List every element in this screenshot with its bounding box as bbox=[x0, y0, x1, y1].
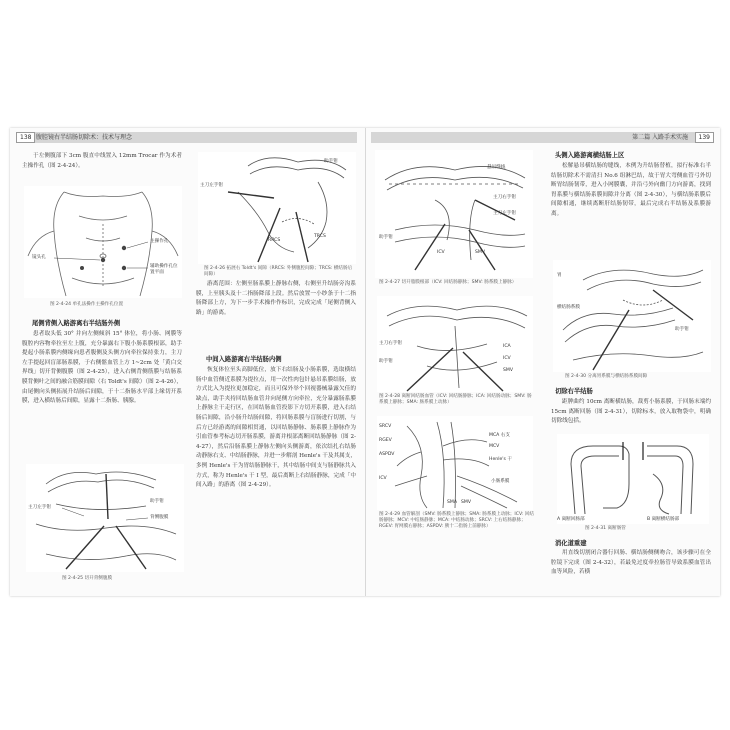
figure-2-4-31 bbox=[557, 434, 709, 524]
label-27-b: 主刀右手钳 bbox=[493, 195, 516, 200]
right-page-number: 139 bbox=[695, 132, 714, 143]
label-28-e: SMV bbox=[503, 368, 514, 373]
book-spread bbox=[10, 128, 720, 596]
caption-2-4-31: 图 2-4-31 离断肠管 bbox=[585, 526, 626, 531]
figure-2-4-27 bbox=[375, 150, 533, 278]
label-main-port: 主操作孔 bbox=[150, 239, 169, 244]
left-header-bar bbox=[16, 132, 357, 143]
label-29-rgev: RGEV bbox=[379, 438, 392, 443]
section3-text bbox=[551, 162, 711, 220]
caption-2-4-29: 图 2-4-29 血管解剖（SMV: 肠系膜上静脉；SMA: 肠系膜上动脉；ICV: 回结肠静脉；MCV: 中结肠静脉；MCA: 中结肠动脉；SRCV: 上右结肠静脉；RGEV: 胃网膜右静脉；ASPDV: 胰十二指肠上前静脉） bbox=[379, 512, 534, 530]
gastric-mesentery-illustration bbox=[553, 260, 711, 372]
label-31-a: A 离断回肠部 bbox=[557, 517, 585, 522]
section1-title: 尾侧背侧入路游离右半结肠外侧 bbox=[32, 320, 121, 327]
label-26-main: 主刀左手钳 bbox=[200, 183, 223, 188]
section1-paragraph: 患者取头低 30° 并向左侧倾斜 15° 体位，将小肠、网膜等腹腔内容物牵拉至左上腹，充分暴露右下腹小肠系膜根部，助手提起小肠系膜内侧缘向患者腹侧及头侧方向牵拉保持张力，主刀左手提起回盲部肠系膜，于右侧髂血管上方 1~2cm 处「黄白交界线」切开背侧腹膜（图 2-4-25），进入右侧背侧筋膜与结肠系膜背侧叶之间的融合筋膜间隙（右 Toldt's 间隙）（图 2-4-26），由尾侧向头侧拓展升结肠后间隙，于十二指肠水平部上缘切开系膜，进入横结肠后间隙，显露十二指肠、胰腺。 bbox=[22, 331, 182, 405]
left-header-title: 腹腔镜右半结肠切除术：技术与理念 bbox=[36, 134, 133, 141]
right-header-bar bbox=[371, 132, 714, 143]
label-30-c: 助手钳 bbox=[675, 327, 689, 332]
figure-2-4-30 bbox=[553, 260, 711, 372]
figure-2-4-26 bbox=[198, 152, 356, 264]
right-page bbox=[365, 128, 720, 596]
label-27-e: ICV bbox=[437, 250, 445, 255]
label-29-aspdv: ASPDV bbox=[379, 452, 395, 457]
intro-text bbox=[22, 152, 182, 171]
section1-text bbox=[22, 330, 182, 407]
label-26-trcs: TRCS bbox=[314, 234, 326, 239]
section2-paragraph: 恢复体位至头高脚低位，放下右结肠及小肠系膜，选取横结肠中血管侧近系膜为提拉点，用一次性肉包针悬吊系膜结肠，放方式比入为提拉更加稳定，而且可保外举个回视器械暴露欠佳的缺点，助手夹持回结肠血管并向尾侧方向牵拉，充分暴露肠系膜上静脉主干走行区，在回结肠血管投影下方切开系膜，进入右结肠后间隙，沿小肠升结肠间隙，将回肠系膜与盲肠进行切割，与后方已经游离的间隙相贯通，以回结肠静脉、肠系膜上静脉作为引血管参考标志切开肠系膜，游离并根部离断回结肠静脉（图 2-4-27），然后沿肠系膜上静脉左侧向头侧游离，依次结扎右结肠动静脉右支、中结肠静脉，并进一步解剖 Henle's 干及其属支，多例 Henle's 干为胃结肠静脉干，其中结肠中间支与肠静脉共入方式，称为 Henle's 干 I 型，最后离断上右结肠静脉，完成「中间入路」的游离（图 2-4-29）。 bbox=[196, 367, 356, 489]
label-25-main: 主刀左手钳 bbox=[28, 505, 51, 510]
figure-2-4-24 bbox=[24, 186, 182, 298]
figure-2-4-28 bbox=[377, 296, 533, 392]
label-28-a: 主刀右手钳 bbox=[379, 341, 402, 346]
label-26-rrcs: RRCS bbox=[268, 238, 281, 243]
toldt-space-illustration bbox=[198, 152, 356, 264]
label-27-a: 悬吊缝线 bbox=[487, 165, 506, 170]
label-29-henle: Henle's 干 bbox=[489, 457, 513, 462]
section4-title: 切除右半结肠 bbox=[555, 388, 593, 395]
right-col-paragraph1: 游离范围：左侧至肠系膜上静脉右侧，右侧至升结肠旁沟系膜，上至胰头及十二指肠降部上段。然后放置一小纱条于十二指肠降部上方，为下一步手术操作作标识，完成完成「尾侧背侧入路」的游离。 bbox=[196, 281, 356, 316]
caption-2-4-30: 图 2-4-30 分离胃系膜与横结肠系膜间隙 bbox=[565, 374, 648, 379]
caption-2-4-25: 图 2-4-25 切开背侧腹膜 bbox=[62, 576, 113, 581]
label-28-d: ICV bbox=[503, 356, 511, 361]
figure-2-4-29 bbox=[377, 416, 533, 510]
figure-2-4-25 bbox=[26, 464, 184, 572]
section2-text bbox=[196, 366, 356, 491]
section4-text bbox=[551, 398, 711, 427]
label-29-srcv: SRCV bbox=[379, 424, 392, 429]
label-28-c: ICA bbox=[503, 344, 511, 349]
label-29-mcv: MCV bbox=[489, 444, 500, 449]
label-27-c: 主刀左手钳 bbox=[493, 211, 516, 216]
label-27-f: SMV bbox=[475, 250, 486, 255]
label-29-fold: 小肠系膜 bbox=[491, 479, 510, 484]
caption-2-4-24: 图 2-4-24 单孔法操作主操作孔位置 bbox=[50, 302, 124, 307]
label-29-mca: MCA 右支 bbox=[489, 433, 510, 438]
label-aux-port: 辅助操作孔位置平面 bbox=[150, 264, 178, 275]
label-25-asst: 助手钳 bbox=[150, 499, 164, 504]
label-27-d: 助手钳 bbox=[379, 235, 393, 240]
section5-paragraph: 用直线切割闭合器行回肠、横结肠侧侧吻合，该步骤可在全腔镜下完成（图 2-4-32），若最免过度牵拉肠管导致系膜血管出血等风险，若横 bbox=[551, 550, 711, 576]
label-30-b: 横结肠系膜 bbox=[557, 305, 580, 310]
caption-2-4-28: 图 2-4-28 离断回结肠血管（ICV: 回结肠静脉；ICA: 回结肠动脉；SMV: 肠系膜上静脉；SMA: 肠系膜上动脉） bbox=[379, 394, 532, 406]
section5-text bbox=[551, 549, 711, 578]
section3-title: 头侧入路游离横结肠上区 bbox=[555, 152, 625, 159]
label-29-sma: SMA bbox=[447, 500, 458, 505]
section5-title: 消化道重建 bbox=[555, 540, 587, 547]
intro-paragraph: 于左侧腹部下 3cm 腹直中线置入 12mm Trocar 作为术者主操作孔（图 2-4-24）。 bbox=[22, 153, 182, 169]
section2-title: 中间入路游离右半结肠内侧 bbox=[206, 356, 282, 363]
right-col-text1 bbox=[196, 280, 356, 318]
label-29-smv: SMV bbox=[461, 500, 472, 505]
bowel-transection-illustration bbox=[557, 434, 709, 524]
label-29-icv: ICV bbox=[379, 476, 387, 481]
label-26-asst: 助手钳 bbox=[324, 159, 338, 164]
section4-paragraph: 距脾曲约 10cm 离断横结肠，裁剪小肠系膜，于回肠末端约 15cm 离断回肠（图 2-4-31），切除标本，放入取物袋中，明确切除线包括。 bbox=[551, 399, 711, 425]
left-page-number: 138 bbox=[16, 132, 35, 143]
vascular-anatomy-illustration bbox=[377, 416, 533, 510]
caption-2-4-26: 图 2-4-26 拓展右 Toldt's 间隙（RRCS: 外侧腹腔间隙；TRCS: 横结肠后间隙） bbox=[204, 266, 353, 278]
right-header-title: 第二篇 入路手术实施 bbox=[632, 134, 688, 141]
label-30-a: 胃 bbox=[557, 273, 562, 278]
label-25-knife: 背侧腹膜 bbox=[150, 515, 169, 520]
section3-paragraph: 松解悬吊横结肠的缝线，本例为升结肠替植，拟行标准右半结肠切除术不需清扫 No.6 组淋巴结，故于胃大弯侧血管弓外切断胃结肠韧带，进入小网膜囊，并沿弓外向幽门方向游离，找到胃系膜与横结肠系膜间隙并分离（图 2-4-30），与横结肠系膜后间隙相通，继续离断肝结肠韧带，最后完成右半结肠及系膜游离。 bbox=[551, 163, 711, 217]
caption-2-4-27: 图 2-4-27 切开脂膜根部（ICV: 回结肠静脉；SMV: 肠系膜上静脉） bbox=[379, 280, 517, 285]
left-page bbox=[10, 128, 366, 596]
label-28-b: 助手钳 bbox=[379, 359, 393, 364]
label-31-b: B 离断横结肠部 bbox=[647, 517, 680, 522]
label-camera-port: 镜头孔 bbox=[32, 255, 46, 260]
